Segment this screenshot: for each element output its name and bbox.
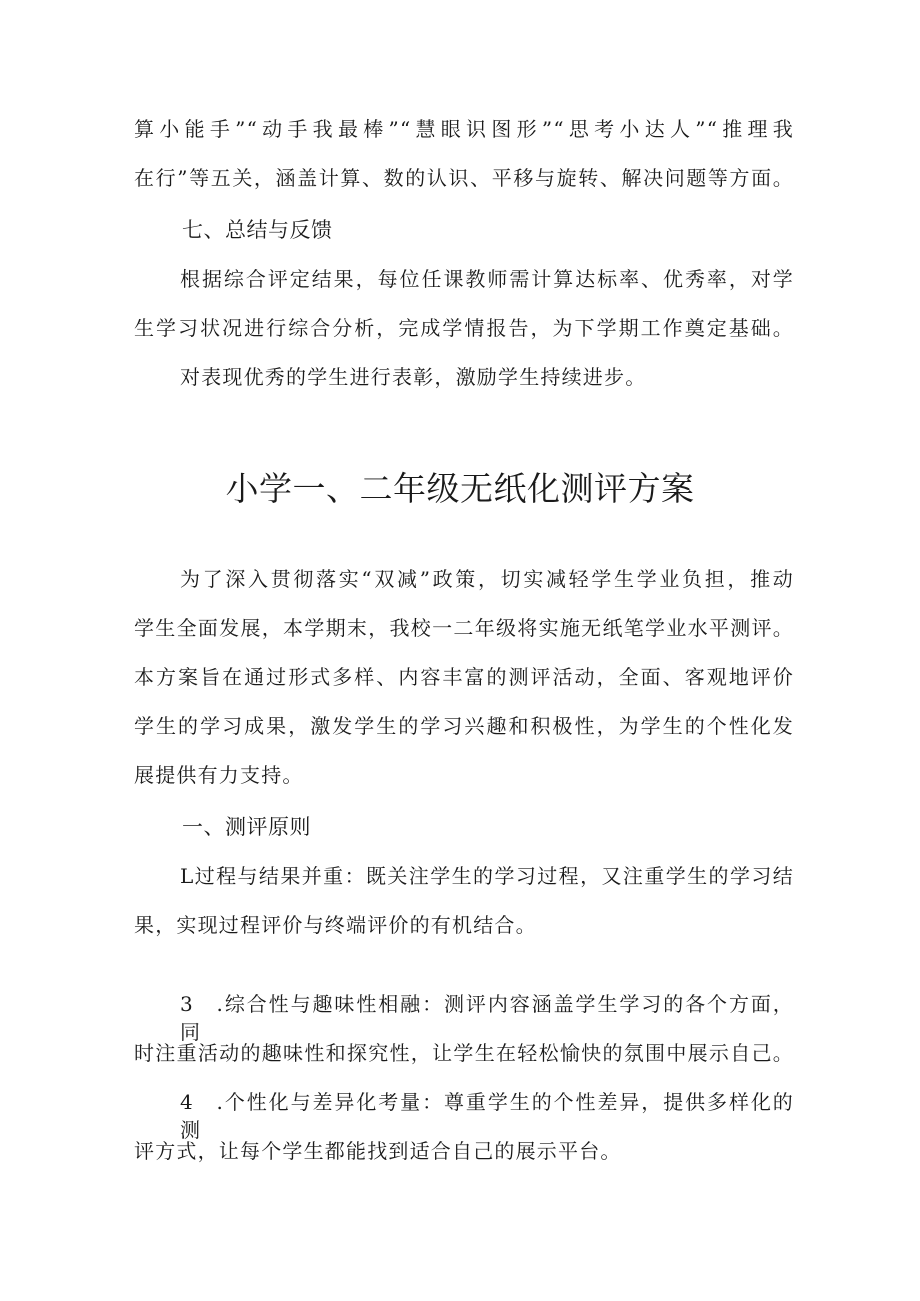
- text-line: 本方案旨在通过形式多样、内容丰富的测评活动，全面、客观地评价: [134, 665, 794, 689]
- text-line: 学生的学习成果，激发学生的学习兴趣和积极性，为学生的个性化发: [134, 714, 794, 738]
- section-heading-summary: 七、总结与反馈: [182, 218, 333, 242]
- text-line: 对表现优秀的学生进行表彰，激励学生持续进步。: [180, 365, 647, 389]
- text-line: 时注重活动的趣味性和探究性，让学生在轻松愉快的氛围中展示自己。: [134, 1041, 794, 1065]
- text-line: 根据综合评定结果，每位任课教师需计算达标率、优秀率，对学: [180, 267, 794, 291]
- text-line: 展提供有力支持。: [134, 763, 304, 787]
- section-heading-principles: 一、测评原则: [182, 815, 311, 839]
- text-line: 果，实现过程评价与终端评价的有机结合。: [134, 913, 537, 937]
- text-line: 学生全面发展，本学期末，我校一二年级将实施无纸笔学业水平测评。: [134, 616, 794, 640]
- text-line: 生学习状况进行综合分析，完成学情报告，为下学期工作奠定基础。: [134, 316, 794, 340]
- text-line: 为了深入贯彻落实“双减”政策，切实减轻学生学业负担，推动: [180, 567, 794, 591]
- document-title: 小学一、二年级无纸化测评方案: [225, 469, 695, 508]
- text-line: 算小能手”“动手我最棒”“慧眼识图形”“思考小达人”“推理我: [134, 117, 794, 141]
- text-line: L过程与结果并重：既关注学生的学习过程，又注重学生的学习结: [180, 864, 794, 888]
- text-line: 在行”等五关，涵盖计算、数的认识、平移与旋转、解决问题等方面。: [134, 166, 794, 190]
- text-line: 评方式，让每个学生都能找到适合自己的展示平台。: [134, 1139, 622, 1163]
- text-line: 4 .个性化与差异化考量：尊重学生的个性差异，提供多样化的测: [180, 1090, 794, 1142]
- text-line: 3 .综合性与趣味性相融：测评内容涵盖学生学习的各个方面，同: [180, 992, 794, 1044]
